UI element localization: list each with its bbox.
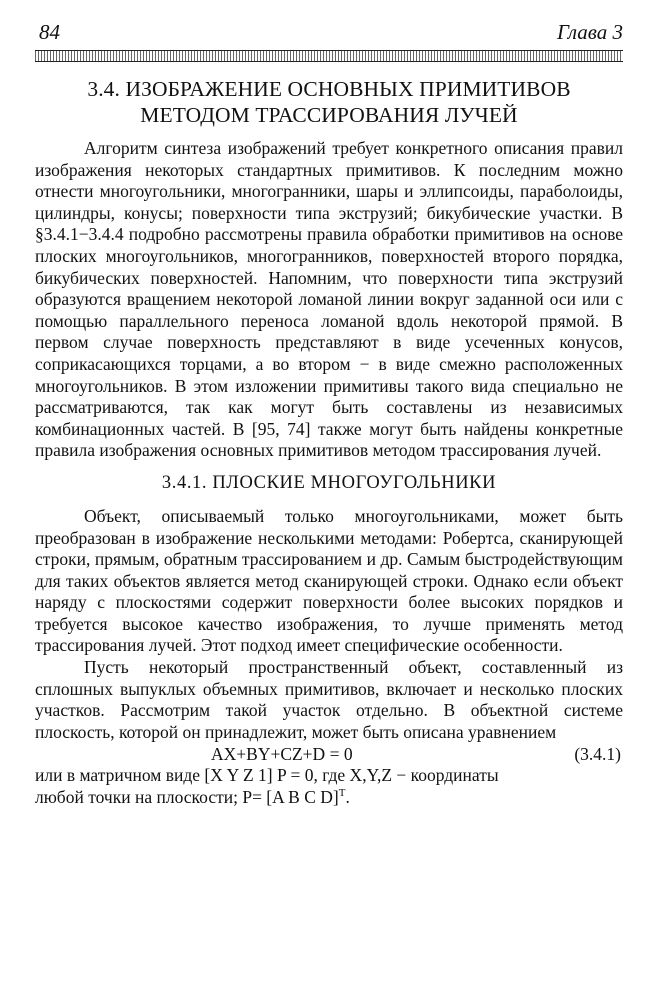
equation-number: (3.4.1) (574, 744, 621, 765)
subsection-paragraph-1: Объект, описываемый только многоугольниками, может быть преобразован в изображение несколькими методами: Робертса, сканирующей строки, прямым, обратным трассированием и др. Самым быстродействующим для таких объектов является метод сканирующей строки. Однако если объект наряду с плоскостями содержит поверхности более высоких порядков и требуется высокое качество изображения, то лучше применять метод трассирования лучей. Этот подход имеет специфические особенности. (35, 505, 623, 656)
after-superscript-text: . (345, 787, 350, 808)
plane-equation: AX+BY+CZ+D = 0 (211, 744, 353, 765)
equation-line (35, 743, 623, 765)
section-title-line-2: МЕТОДОМ ТРАССИРОВАНИЯ ЛУЧЕЙ (140, 103, 518, 127)
book-page (35, 18, 623, 809)
subsection-body (35, 506, 623, 809)
section-title-line-1: 3.4. ИЗОБРАЖЕНИЕ ОСНОВНЫХ ПРИМИТИВОВ (87, 77, 571, 101)
header-rule (35, 50, 623, 62)
section-paragraph-1: Алгоритм синтеза изображений требует конкретного описания правил изображения некоторых стандартных примитивов. К последним можно отнести многоугольники, многогранники, шары и эллипсоиды, параболоиды, цилиндры, конусы; поверхности типа экструзий; бикубические участки. В §3.4.1−3.4.4 подробно рассмотрены правила обработки примитивов на основе плоских многоугольников, многогранников, поверхностей второго порядка, бикубических поверхностей. Напомним, что поверхности типа экструзий образуются вращением некоторой ломаной линии вокруг заданной оси или с помощью параллельного переноса ломаной вдоль некоторой прямой. В первом случае поверхность представляют в виде усеченных конусов, соприкасающихся торцами, а во втором − в виде смежно расположенных многоугольников. В этом изложении примитивы такого вида специально не рассматриваются, так как могут быть составлены из независимых комбинационных частей. В [95, 74] также могут быть найдены конкретные правила изображения основных примитивов методом трассирования лучей. (35, 138, 623, 461)
after-equation-text: любой точки на плоскости; P= [A B C D] (35, 787, 339, 808)
subsection-paragraph-2: Пусть некоторый пространственный объект, составленный из сплошных выпуклых объемных примитивов, включает и несколько плоских участков. Рассмотрим такой участок отдельно. В объектной системе плоскость, которой он принадлежит, может быть описана уравнением (35, 657, 623, 742)
section-title (35, 76, 623, 128)
section-body (35, 138, 623, 462)
chapter-label: Глава 3 (557, 20, 623, 44)
subsection-title: 3.4.1. ПЛОСКИЕ МНОГОУГОЛЬНИКИ (161, 472, 497, 493)
running-head (35, 18, 623, 46)
after-equation-line-1: или в матричном виде [X Y Z 1] P = 0, где X,Y,Z − координаты (35, 765, 499, 786)
transpose-superscript: T (338, 787, 346, 800)
page-number: 84 (39, 20, 60, 44)
after-equation-line-2 (35, 787, 623, 809)
